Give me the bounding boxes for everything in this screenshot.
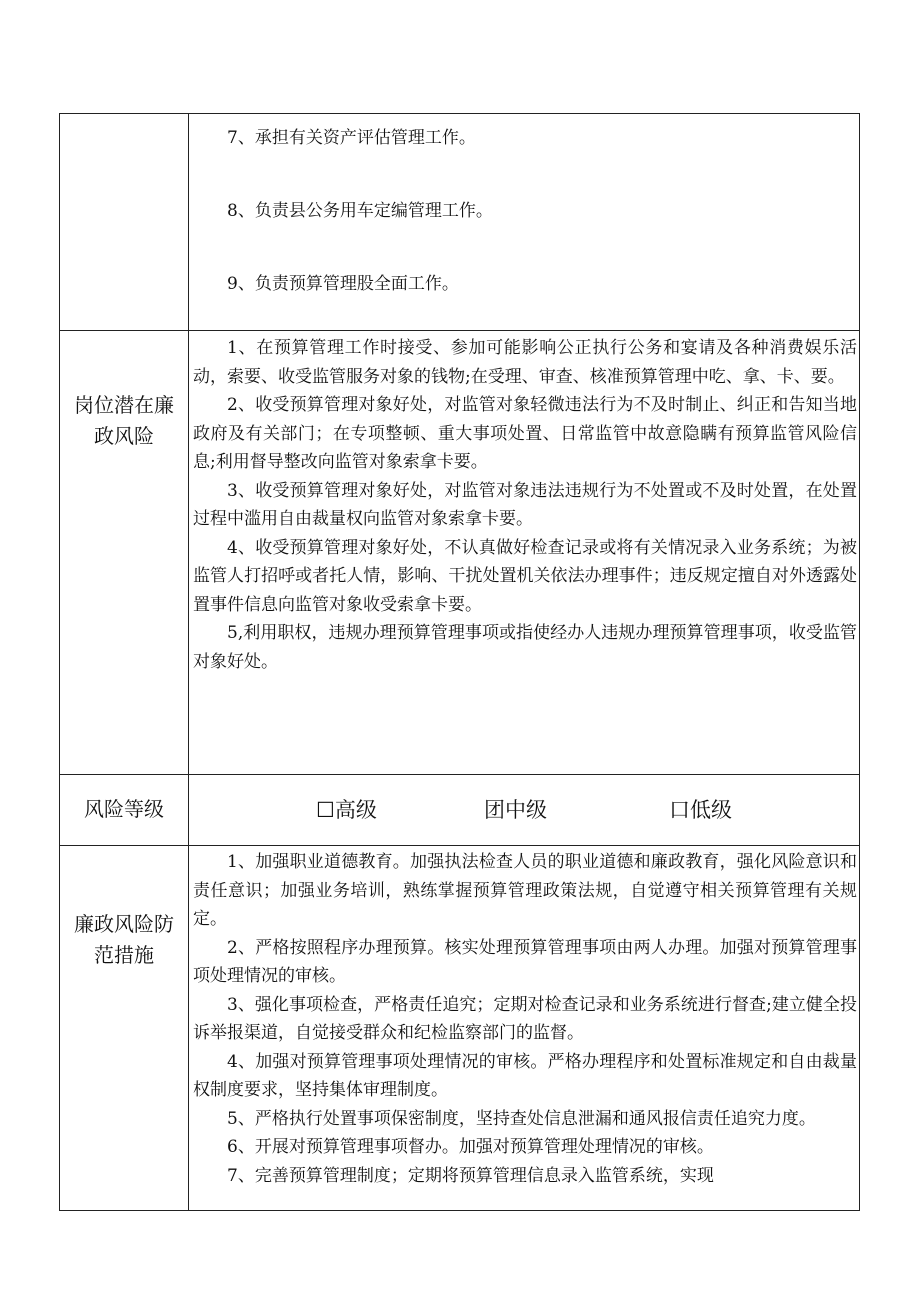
prevention-content	[189, 846, 859, 1190]
risk-content	[189, 331, 859, 676]
checkbox-empty-icon: 口	[669, 798, 690, 822]
risk-label: 岗位潜在廉 政风险	[74, 393, 174, 448]
prevention-paragraph: 6、开展对预算管理事项督办。加强对预算管理处理情况的审核。	[227, 1137, 714, 1157]
risk-paragraph: 2、收受预算管理对象好处，对监管对象轻微违法行为不及时制止、纠正和告知当地政府及有关部门；在专项整顿、重大事项处置、日常监管中故意隐瞒有预算监管风险信息;利用督导整改向监管对象索拿卡要。	[193, 395, 857, 472]
level-medium: 团中级	[484, 798, 547, 822]
prevention-paragraph: 7、完善预算管理制度；定期将预算管理信息录入监管系统，实现	[227, 1165, 714, 1186]
level-low: 口低级	[669, 798, 732, 822]
prevention-clip	[189, 846, 859, 1210]
prevention-paragraph: 5、严格执行处置事项保密制度，坚持查处信息泄漏和通风报信责任追究力度。	[227, 1108, 816, 1129]
risk-paragraph: 1、在预算管理工作时接受、参加可能影响公正执行公务和宴请及各种消费娱乐活动，索要、收受监管服务对象的钱物;在受理、审查、核准预算管理中吃、拿、卡、要。	[193, 338, 857, 387]
level-high: ☐高级	[316, 798, 377, 822]
duty-item: 8、负责县公务用车定编管理工作。	[227, 201, 493, 221]
prevention-label: 廉政风险防 范措施	[74, 912, 174, 967]
duty-item: 7、承担有关资产评估管理工作。	[227, 128, 476, 148]
risk-paragraph: 3、收受预算管理对象好处，对监管对象违法违规行为不处置或不及时处置，在处置过程中滥用自由裁量权向监管对象索拿卡要。	[193, 480, 857, 529]
risk-paragraph: 5,利用职权，违规办理预算管理事项或指使经办人违规办理预算管理事项，收受监管对象好处。	[193, 623, 857, 672]
prevention-paragraph: 4、加强对预算管理事项处理情况的审核。严格办理程序和处置标准规定和自由裁量权制度要求，坚持集体审理制度。	[193, 1051, 857, 1100]
risk-level-options	[189, 775, 859, 845]
risk-paragraph: 4、收受预算管理对象好处，不认真做好检查记录或将有关情况录入业务系统；为被监管人打招呼或者托人情，影响、干扰处置机关依法办理事件；违反规定擅自对外透露处置事件信息向监管对象收受索拿卡要。	[193, 537, 857, 615]
checkbox-empty-icon: ☐	[316, 798, 335, 822]
prevention-paragraph: 3、强化事项检查，严格责任追究；定期对检查记录和业务系统进行督查;建立健全投诉举报渠道，自觉接受群众和纪检监察部门的监督。	[193, 994, 857, 1043]
checkbox-checked-icon: 团	[484, 798, 505, 822]
prevention-paragraph: 1、加强职业道德教育。加强执法检查人员的职业道德和廉政教育，强化风险意识和责任意识；加强业务培训，熟练掌握预算管理政策法规，自觉遵守相关预算管理有关规定。	[193, 852, 857, 929]
risk-table	[59, 113, 860, 1211]
duty-item: 9、负责预算管理股全面工作。	[227, 274, 459, 294]
prevention-paragraph: 2、严格按照程序办理预算。核实处理预算管理事项由两人办理。加强对预算管理事项处理情况的审核。	[193, 937, 857, 986]
risk-level-label: 风险等级	[84, 797, 164, 821]
